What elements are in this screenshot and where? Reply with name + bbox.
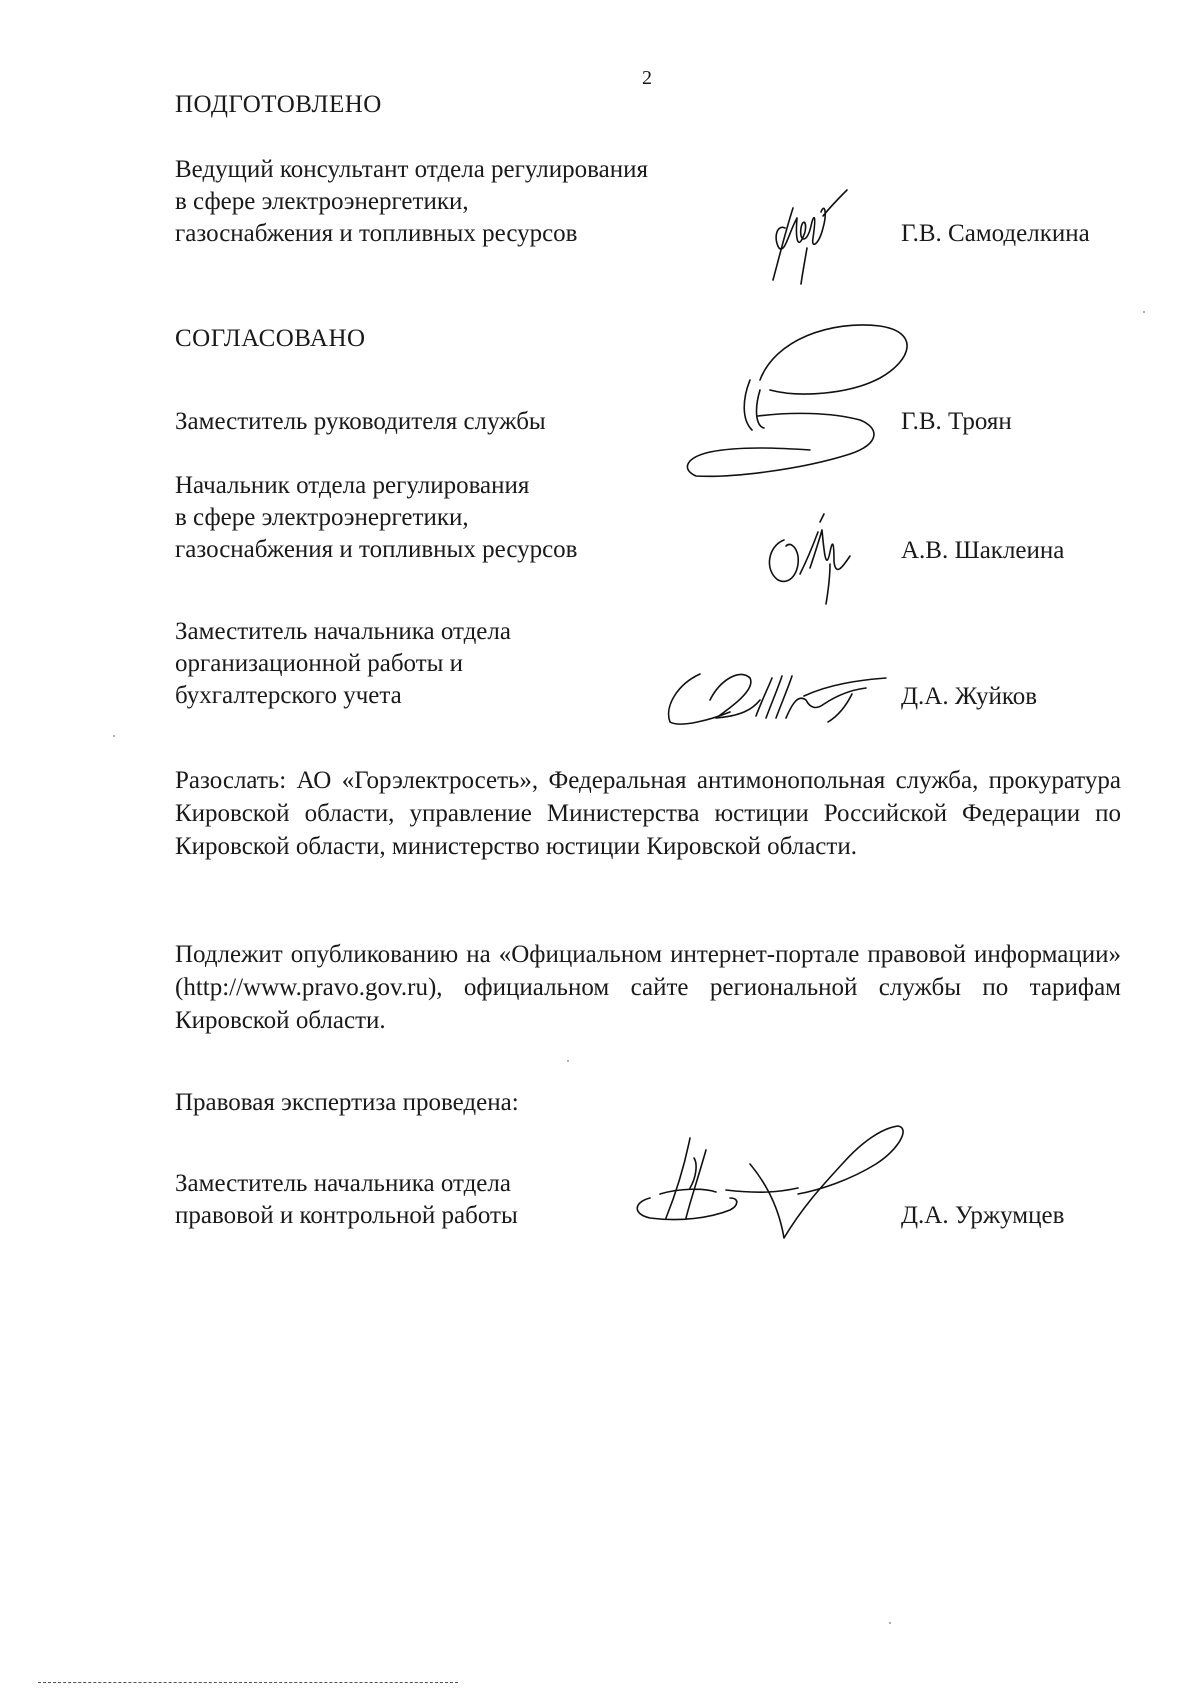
position-line: организационной работы и [175,650,464,677]
position-line: Ведущий консультант отдела регулирования [175,156,648,183]
position-line: Заместитель начальника отдела [175,618,511,645]
legal-review-heading: Правовая экспертиза проведена: [175,1089,519,1116]
position-line: газоснабжения и топливных ресурсов [175,536,578,563]
position-line: Заместитель руководителя службы [175,408,546,435]
position-line: в сфере электроэнергетики, [175,504,469,531]
scan-speck [889,1622,891,1624]
scan-speck [1143,311,1145,313]
legal-review-position [175,1168,518,1232]
position-line: Начальник отдела регулирования [175,472,530,499]
agreed-position-3 [175,616,511,712]
page-number: 2 [642,67,652,89]
footer-line [38,1682,458,1683]
scan-speck [113,735,115,737]
position-line: газоснабжения и топливных ресурсов [175,220,578,247]
signature-troyan [680,320,920,490]
position-line: в сфере электроэнергетики, [175,188,469,215]
signature-urzhumtsev [630,1118,910,1243]
agreed-name-2: А.В. Шаклеина [901,537,1065,564]
signature-zhuikov [660,660,890,735]
agreed-name-1: Г.В. Троян [901,408,1012,435]
position-line: Заместитель начальника отдела [175,1170,511,1197]
legal-review-name: Д.А. Уржумцев [901,1202,1065,1229]
agreed-heading: СОГЛАСОВАНО [175,325,366,352]
publication-text: Подлежит опубликованию на «Официальном интернет-портале правовой информации» (http://www.pravo.gov.ru), официальном сайте региональной службы по тарифам Кировской области. [175,941,1121,1034]
position-line: бухгалтерского учета [175,682,402,709]
signature-shakleina [760,512,870,607]
prepared-name: Г.В. Самоделкина [901,220,1090,247]
position-line: правовой и контрольной работы [175,1202,518,1229]
prepared-heading: ПОДГОТОВЛЕНО [175,91,382,118]
prepared-position [175,154,648,250]
agreed-name-3: Д.А. Жуйков [901,683,1038,710]
distribution-text: Разослать: АО «Горэлектросеть», Федеральная антимонопольная служба, прокуратура Кировской области, управление Министерства юстиции Российской Федерации по Кировской области, министерство юстиции Кировской области. [175,767,1121,860]
scan-speck [567,1060,569,1062]
agreed-position-2 [175,470,578,566]
signature-samodelkina [745,188,855,288]
agreed-position-1 [175,406,546,438]
